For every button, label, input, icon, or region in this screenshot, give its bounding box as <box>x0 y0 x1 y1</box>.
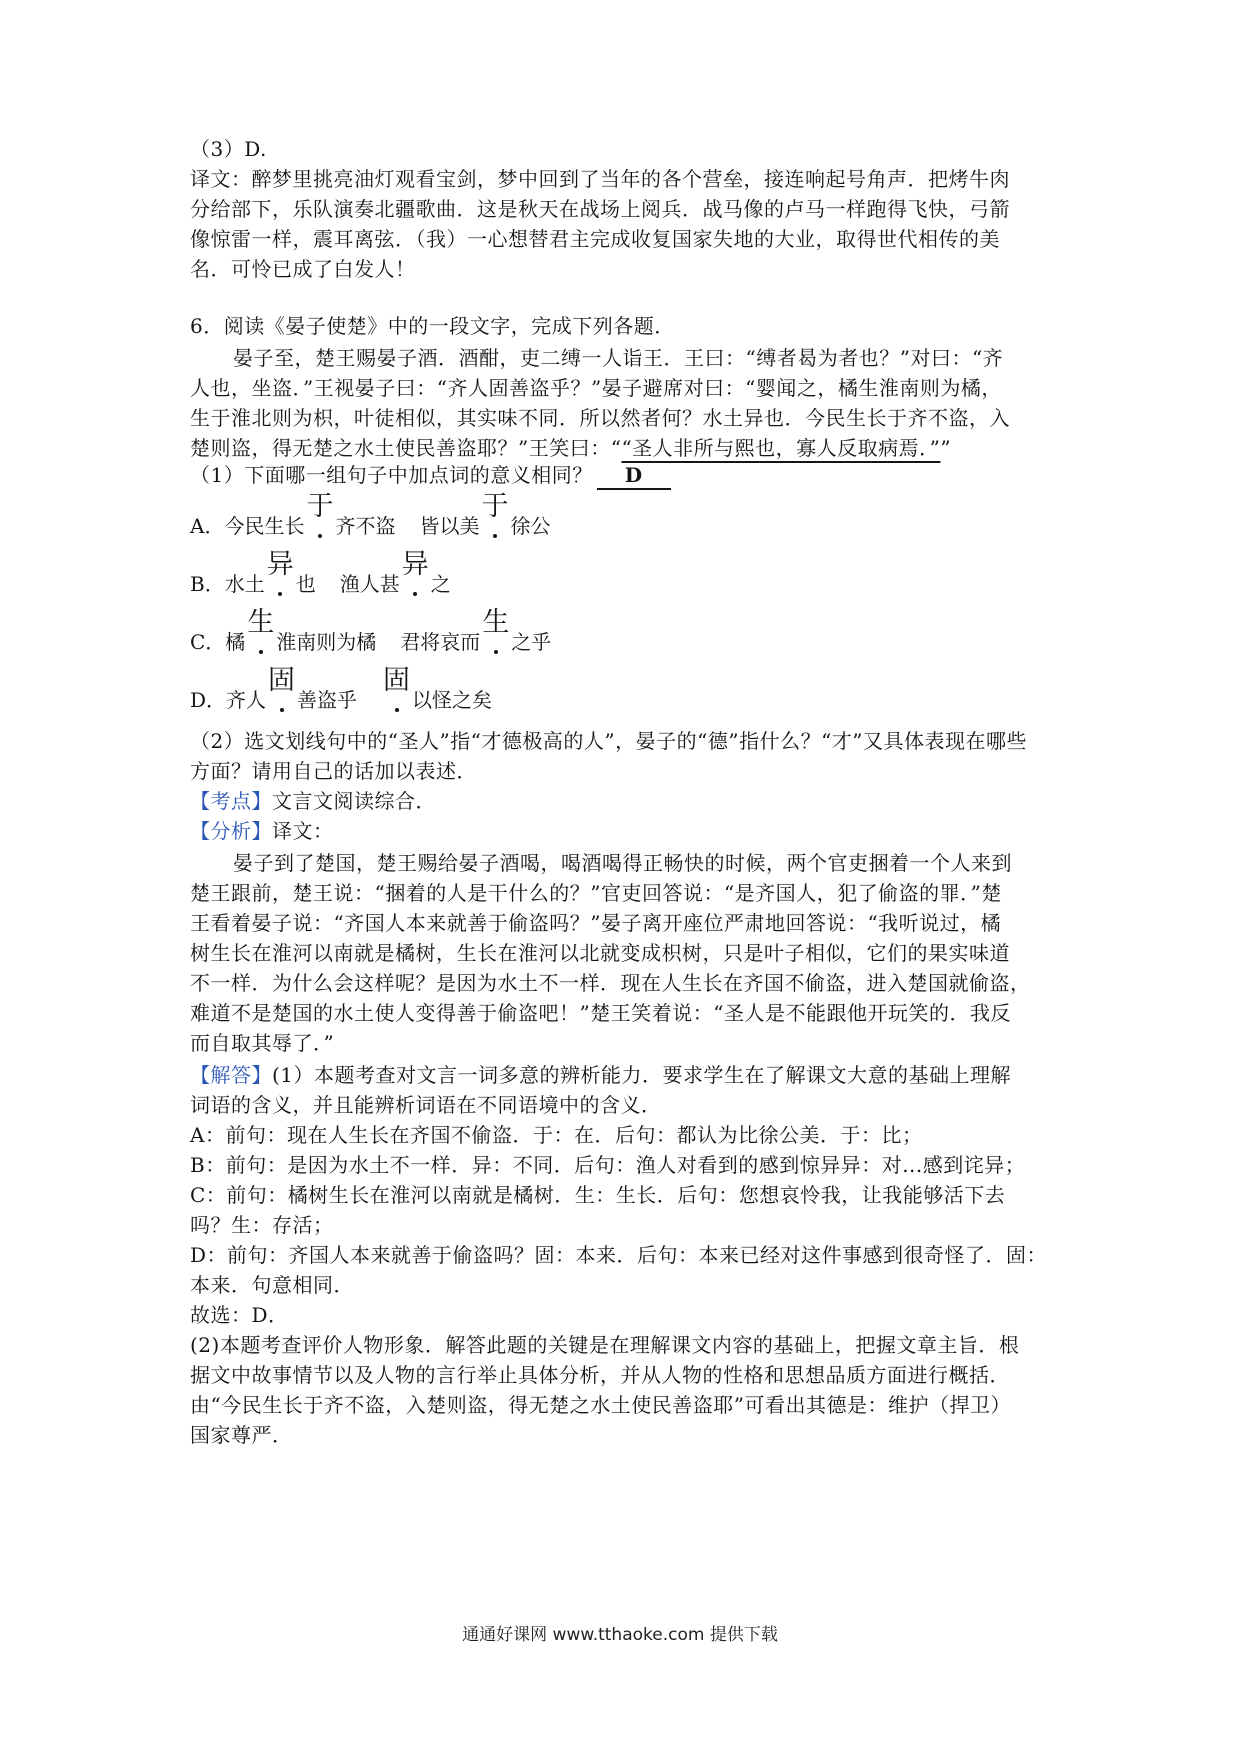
solution-line: D：前句：齐国人本来就善于偷盗吗？固：本来．后句：本来已经对这件事感到很奇怪了．固： <box>190 1243 1048 1267</box>
option-b <box>190 549 451 599</box>
option-a <box>190 491 551 541</box>
sub-question-1 <box>190 460 671 490</box>
answer-3: （3）D. <box>190 137 267 161</box>
option-text: 徐公 <box>510 514 551 538</box>
solution-line: B：前句：是因为水土不一样．异：不同．后句：渔人对看到的感到惊异异：对...感到诧异； <box>190 1153 1026 1177</box>
translation-line: 晏子到了楚国，楚王赐给晏子酒喝，喝酒喝得正畅快的时候，两个官吏捆着一个人来到 <box>233 851 1012 875</box>
dotted-word: 生 <box>247 607 275 638</box>
option-text: 之乎 <box>511 630 552 654</box>
exam-point-tag: 【考点】 <box>190 789 272 813</box>
passage-text: ” <box>940 436 952 460</box>
option-text: 齐不盗 <box>335 514 396 538</box>
analysis-tag: 【分析】 <box>190 819 272 843</box>
option-text: 淮南则为橘 <box>276 630 377 654</box>
solution-line: A：前句：现在人生长在齐国不偷盗．于：在．后句：都认为比徐公美．于：比； <box>190 1123 923 1147</box>
solution-line: (2)本题考查评价人物形象．解答此题的关键是在理解课文内容的基础上，把握文章主旨．根 <box>190 1333 1020 1357</box>
dotted-word: 生 <box>482 607 510 638</box>
option-text: 君将哀而 <box>400 630 481 654</box>
solution-line: 国家尊严． <box>190 1423 293 1447</box>
analysis-text: 译文： <box>272 819 334 843</box>
solution-line: 本来．句意相同． <box>190 1273 354 1297</box>
translation-line: 名．可怜已成了白发人！ <box>190 257 416 281</box>
translation-line: 不一样．为什么会这样呢？是因为水土不一样．现在人生长在齐国不偷盗，进入楚国就偷盗， <box>190 971 1031 995</box>
translation-line: 译文：醉梦里挑亮油灯观看宝剑，梦中回到了当年的各个营垒，接连响起号角声．把烤牛肉 <box>190 167 1010 191</box>
passage-line: 晏子至，楚王赐晏子酒．酒酣，吏二缚一人诣王．王曰：“缚者曷为者也？”对曰：“齐 <box>233 346 1004 370</box>
analysis <box>190 816 334 846</box>
dotted-word: 异 <box>401 549 429 580</box>
option-text: 也 <box>295 572 316 596</box>
dotted-word: 固 <box>383 665 411 696</box>
translation-line: 王看着晏子说：“齐国人本来就善于偷盗吗？”晏子离开座位严肃地回答说：“我听说过，橘 <box>190 911 1002 935</box>
passage-line <box>190 433 951 463</box>
translation-line: 像惊雷一样，震耳离弦．（我）一心想替君主完成收复国家失地的大业，取得世代相传的美 <box>190 227 1000 251</box>
option-text: 之 <box>430 572 451 596</box>
solution-line: 据文中故事情节以及人物的言行举止具体分析，并从人物的性格和思想品质方面进行概括． <box>190 1363 1010 1387</box>
dotted-word: 于 <box>306 491 334 522</box>
option-text: 以怪之矣 <box>412 688 493 712</box>
option-text: C．橘 <box>190 630 246 654</box>
exam-point-text: 文言文阅读综合． <box>272 789 436 813</box>
option-text: B．水土 <box>190 572 265 596</box>
solution-line: 由“今民生长于齐不盗，入楚则盗，得无楚之水土使民善盗耶”可看出其德是：维护（捍卫） <box>190 1393 1011 1417</box>
dotted-word: 于 <box>481 491 509 522</box>
option-text: 渔人甚 <box>339 572 400 596</box>
solution-line: 词语的含义，并且能辨析词语在不同语境中的含义． <box>190 1093 662 1117</box>
sub-question-1-text: （1）下面哪一组句子中加点词的意义相同？ <box>190 463 593 487</box>
passage-line: 生于淮北则为枳，叶徒相似，其实味不同．所以然者何？水土异也．今民生长于齐不盗，入 <box>190 406 1010 430</box>
sub-question-2: （2）选文划线句中的“圣人”指“才德极高的人”，晏子的“德”指什么？“才”又具体表现在哪些 <box>190 729 1028 753</box>
solution-line: 故选：D． <box>190 1303 289 1327</box>
solution-text: (1）本题考查对文言一词多意的辨析能力．要求学生在了解课文大意的基础上理解 <box>272 1063 1012 1087</box>
option-text: D．齐人 <box>190 688 267 712</box>
translation-line: 分给部下，乐队演奏北疆歌曲．这是秋天在战场上阅兵．战马像的卢马一样跑得飞快，弓箭 <box>190 197 1010 221</box>
option-text: 皆以美 <box>419 514 480 538</box>
solution-tag: 【解答】 <box>190 1063 272 1087</box>
answer-blank: D <box>597 462 671 490</box>
passage-text: 楚则盗，得无楚之水土使民善盗耶？”王笑曰：“ <box>190 436 622 460</box>
dotted-word: 异 <box>266 549 294 580</box>
translation-line: 树生长在淮河以南就是橘树，生长在淮河以北就变成枳树，只是叶子相似，它们的果实味道 <box>190 941 1010 965</box>
translation-line: 难道不是楚国的水土使人变得善于偷盗吧！”楚王笑着说：“圣人是不能跟他开玩笑的．我反 <box>190 1001 1011 1025</box>
exam-point <box>190 786 436 816</box>
passage-line: 人也，坐盗．”王视晏子曰：“齐人固善盗乎？”晏子避席对曰：“婴闻之，橘生淮南则为橘， <box>190 376 1002 400</box>
option-d <box>190 665 493 715</box>
option-c <box>190 607 552 657</box>
page-footer: 通通好课网 www.tthaoke.com 提供下载 <box>462 1625 778 1645</box>
option-text: 善盗乎 <box>297 688 358 712</box>
solution-line: C：前句：橘树生长在淮河以南就是橘树．生：生长．后句：您想哀怜我，让我能够活下去 <box>190 1183 1006 1207</box>
question-6-title: 6．阅读《晏子使楚》中的一段文字，完成下列各题． <box>190 314 675 338</box>
underlined-sentence: “圣人非所与熙也，寡人反取病焉．” <box>621 436 941 460</box>
dotted-word: 固 <box>268 665 296 696</box>
translation-line: 楚王跟前，楚王说：“捆着的人是干什么的？”官吏回答说：“是齐国人，犯了偷盗的罪．”楚 <box>190 881 1002 905</box>
sub-question-2: 方面？请用自己的话加以表述． <box>190 759 477 783</box>
translation-line: 而自取其辱了．” <box>190 1031 335 1055</box>
solution <box>190 1060 1011 1090</box>
option-text: A．今民生长 <box>190 514 305 538</box>
solution-line: 吗？生：存活； <box>190 1213 334 1237</box>
